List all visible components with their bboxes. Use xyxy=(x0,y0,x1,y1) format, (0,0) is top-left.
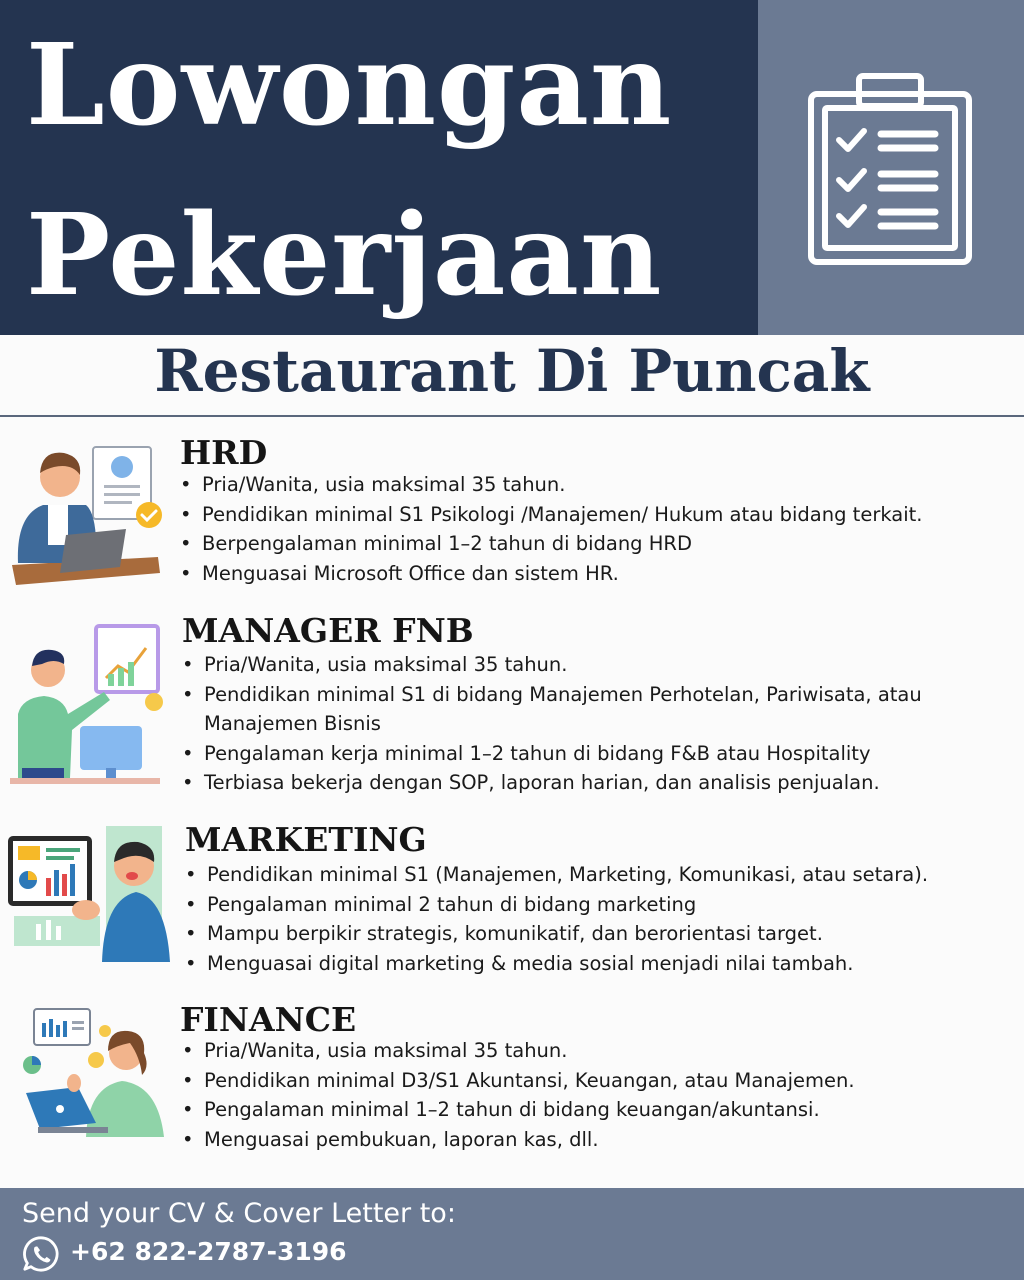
list-item: • Menguasai pembukuan, laporan kas, dll. xyxy=(182,1125,1002,1155)
list-item: • Menguasai Microsoft Office dan sistem HR. xyxy=(180,559,1000,589)
job-title: HRD xyxy=(180,433,268,472)
requirements-list xyxy=(182,1036,1002,1154)
list-item: • Pendidikan minimal S1 di bidang Manajemen Perhotelan, Pariwisata, atau Manajemen Bisnis xyxy=(182,680,992,739)
cta-text: Send your CV & Cover Letter to: xyxy=(22,1198,456,1229)
list-item: • Pengalaman kerja minimal 1–2 tahun di bidang F&B atau Hospitality xyxy=(182,739,992,769)
clipboard-checklist-icon xyxy=(805,68,975,268)
title-line-1: Lowongan xyxy=(26,20,673,151)
job-section-marketing xyxy=(0,820,1024,990)
contact-footer xyxy=(0,1188,1024,1280)
job-section-manager-fnb xyxy=(0,610,1024,805)
job-title: MANAGER FNB xyxy=(182,611,474,650)
job-title: MARKETING xyxy=(185,820,427,859)
subtitle: Restaurant Di Puncak xyxy=(154,337,870,405)
list-item: • Pria/Wanita, usia maksimal 35 tahun. xyxy=(180,470,1000,500)
marketing-tablet-charts-illustration xyxy=(6,822,171,962)
list-item: • Menguasai digital marketing & media sosial menjadi nilai tambah. xyxy=(185,949,1005,979)
requirements-list xyxy=(180,470,1000,588)
list-item: • Pengalaman minimal 2 tahun di bidang marketing xyxy=(185,890,1005,920)
divider xyxy=(0,415,1024,417)
job-section-hrd xyxy=(0,430,1024,595)
list-item: • Berpengalaman minimal 1–2 tahun di bidang HRD xyxy=(180,529,1000,559)
list-item: • Terbiasa bekerja dengan SOP, laporan harian, dan analisis penjualan. xyxy=(182,768,992,798)
requirements-list xyxy=(185,860,1005,978)
finance-woman-laptop-illustration xyxy=(18,1005,178,1145)
list-item: • Pria/Wanita, usia maksimal 35 tahun. xyxy=(182,1036,1002,1066)
job-section-finance xyxy=(0,1000,1024,1170)
whatsapp-icon[interactable] xyxy=(22,1235,60,1273)
hr-person-laptop-illustration xyxy=(8,435,168,585)
requirements-list xyxy=(182,650,992,798)
list-item: • Pendidikan minimal S1 Psikologi /Manajemen/ Hukum atau bidang terkait. xyxy=(180,500,1000,530)
manager-presentation-illustration xyxy=(8,618,168,788)
list-item: • Pengalaman minimal 1–2 tahun di bidang keuangan/akuntansi. xyxy=(182,1095,1002,1125)
list-item: • Mampu berpikir strategis, komunikatif, dan berorientasi target. xyxy=(185,919,1005,949)
list-item: • Pendidikan minimal S1 (Manajemen, Marketing, Komunikasi, atau setara). xyxy=(185,860,1005,890)
title-line-2: Pekerjaan xyxy=(26,190,663,321)
list-item: • Pria/Wanita, usia maksimal 35 tahun. xyxy=(182,650,992,680)
job-title: FINANCE xyxy=(180,1000,357,1039)
list-item: • Pendidikan minimal D3/S1 Akuntansi, Keuangan, atau Manajemen. xyxy=(182,1066,1002,1096)
phone-number[interactable]: +62 822-2787-3196 xyxy=(70,1237,347,1266)
